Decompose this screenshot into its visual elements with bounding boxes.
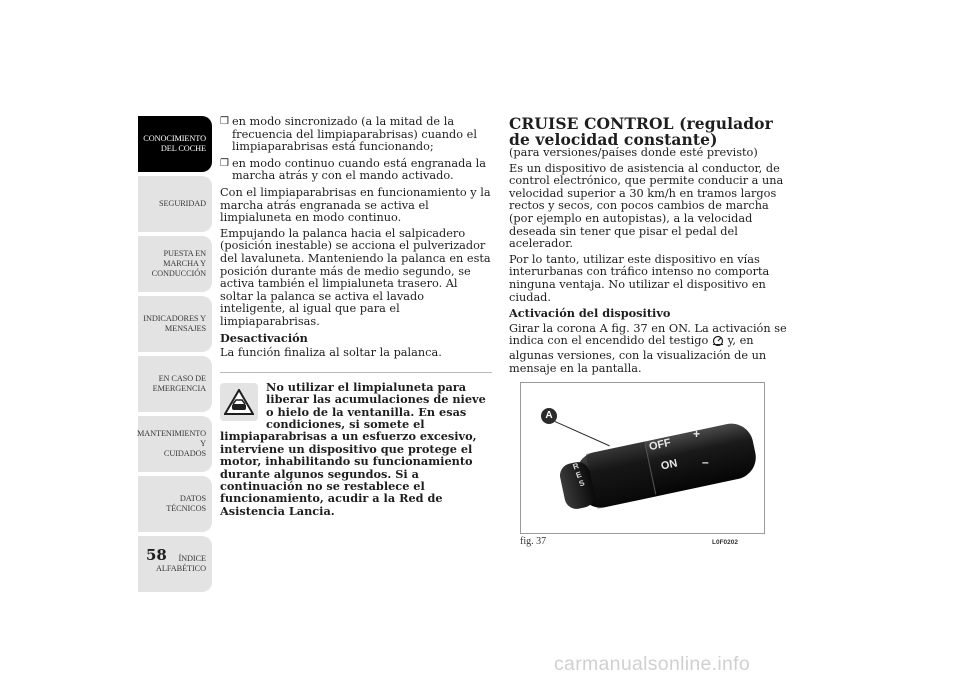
warning-text: No utilizar el limpialuneta para liberar las acumulaciones de nieve o hielo de la ventanilla. En esas condiciones, si somete el limpiaparabrisas a un esfuerzo excesivo, interviene un dispositivo que protege el motor, inhabilitando su funcionamiento durante algunos segundos. Si a continuación no se restablece el funcionamiento, acudir a la Red de Asistencia Lancia. [220,379,486,518]
paragraph [509,323,787,375]
tab-chapter[interactable] [138,536,212,592]
tab-label-line: MANTENIMIENTO Y [136,429,206,448]
tab-label-line: DATOS TÉCNICOS [166,494,206,513]
subheading-desactivacion: Desactivación [220,330,308,345]
cruise-control-warning-light-icon [712,335,724,350]
tab-label [143,134,206,154]
chapter-tabs [138,116,212,596]
tab-label-line: SEGURIDAD [158,199,206,208]
tab-label [137,429,206,459]
tab-label [159,199,206,209]
paragraph: Es un dispositivo de asistencia al conductor, de control electrónico, que permite conducir a una velocidad superior a 30 km/h en tramos largos rectos y secos, con pocos cambios de marcha (por ejemplo en autopistas), a la velocidad deseada sin tener que pisar el pedal del acelerador. [509,161,784,251]
tab-label-line: ÍNDICE [178,554,206,563]
callout-a-label: A [545,410,553,421]
page-number: 58 [146,546,167,564]
tab-label-line: EN CASO DE [158,374,206,383]
tab-label-line: INDICADORES Y [143,314,206,323]
tab-label-line: CUIDADOS [163,449,206,458]
tab-label-line: DEL COCHE [160,144,206,153]
bullet-text: en modo continuo cuando está engranada la marcha atrás y con el mando activado. [232,156,487,183]
tab-label-line: CONOCIMIENTO [143,134,206,143]
section-title: CRUISE CONTROL (regulador de velocidad constante) [509,114,773,149]
paragraph: Por lo tanto, utilizar este dispositivo en vías interurbanas con tráfico intenso no comporta ninguna ventaja. No utilizar el dispositivo en ciudad. [509,252,770,304]
off-marking: OFF [647,436,673,454]
minus-marking: – [702,455,709,469]
tab-chapter[interactable] [138,476,212,532]
tab-chapter[interactable] [138,236,212,292]
res-marking: RES [571,461,586,489]
tab-chapter[interactable] [138,356,212,412]
paragraph: Empujando la palanca hacia el salpicadero (posición inestable) se acciona el pulverizador del lavaluneta. Manteniendo la palanca en esta posición durante más de medio segundo, se activa también el limpialuneta trasero. Al soltar la palanca se activa el lavado inteligente, al igual que para el limpiaparabrisas. [220,226,491,328]
right-column [509,116,787,378]
bullet-text: en modo sincronizado (a la mitad de la frecuencia del limpiaparabrisas) cuando el limpiaparabrisas está funcionando; [232,115,477,154]
tab-chapter[interactable] [138,116,212,172]
on-marking: ON [659,457,679,473]
list-item [220,158,492,183]
section-subtitle: (para versiones/países donde esté previsto) [509,146,758,159]
tab-label [152,249,206,279]
tab-label-line: MARCHA Y [163,259,206,268]
left-column [220,116,492,517]
activation-text-b: y, en algunas versiones, con la visualización de un mensaje en la pantalla. [509,334,767,375]
paragraph: La función finaliza al soltar la palanca. [220,346,442,360]
figure-caption: fig. 37 [520,536,547,547]
bullet-icon: ❒ [220,116,229,127]
activation-text-a: Girar la corona A fig. 37 en ON. La activación se indica con el encendido del testigo [509,321,787,348]
figure-code: L0F0202 [712,539,739,546]
tab-label-line: MENSAJES [164,324,206,333]
tab-label [142,494,206,514]
tab-label [153,374,206,394]
tab-chapter[interactable] [138,416,212,472]
paragraph: Con el limpiaparabrisas en funcionamiento y la marcha atrás engranada se activa el limpialuneta en modo continuo. [220,185,491,225]
divider [220,372,492,373]
cruise-control-lever-figure [520,382,765,534]
bullet-icon: ❒ [220,157,229,169]
watermark: carmanualsonline.info [554,653,750,675]
tab-chapter[interactable] [138,296,212,352]
tab-chapter[interactable] [138,176,212,232]
tab-label-line: PUESTA EN [163,249,206,258]
subheading-activacion: Activación del dispositivo [509,306,671,321]
tab-label-line: ALFABÉTICO [155,564,206,573]
warning-box [220,381,492,517]
plus-marking: + [693,427,701,441]
tab-label [143,314,206,334]
warning-triangle-icon [220,383,258,421]
tab-label-line: EMERGENCIA [152,384,206,393]
tab-label-line: CONDUCCIÓN [151,269,206,278]
list-item [220,116,492,154]
